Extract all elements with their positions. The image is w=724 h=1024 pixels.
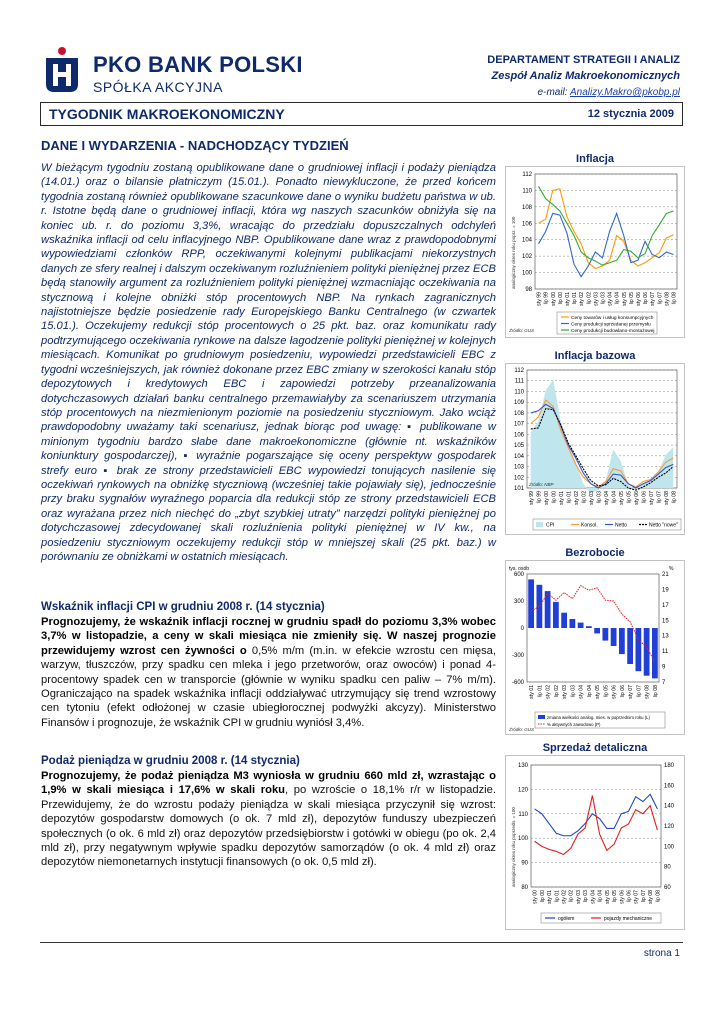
chart-source: Źródło: GUS: [509, 328, 535, 333]
x-tick-label: lip 03: [583, 890, 590, 903]
pko-logo-icon: [40, 46, 84, 96]
x-tick-label: lip 07: [636, 685, 643, 698]
left-tick-label: -300: [511, 653, 524, 659]
page-number: strona 1: [643, 948, 680, 959]
x-tick-label: sty 00: [550, 292, 557, 306]
publication-title: TYGODNIK MAKROEKONOMICZNY: [49, 106, 285, 122]
bar: [578, 623, 584, 628]
x-tick-label: lip 04: [611, 491, 618, 504]
bar: [652, 628, 658, 678]
left-tick-label: -600: [511, 680, 524, 686]
x-tick-label: lip 03: [570, 685, 577, 698]
right-tick-label: 21: [662, 572, 669, 578]
bar: [627, 628, 633, 664]
x-tick-label: lip 08: [652, 685, 659, 698]
right-unit: %: [669, 566, 674, 572]
inflacja-bazowa-chart: [505, 363, 685, 535]
left-tick-label: 110: [514, 389, 524, 396]
x-tick-label: sty 04: [603, 491, 610, 505]
chart-title-sprzedaz: Sprzedaż detaliczna: [542, 742, 648, 754]
x-tick-label: sty 06: [611, 685, 618, 699]
left-tick-label: 109: [513, 400, 524, 407]
x-tick-label: sty 06: [635, 292, 642, 306]
cpi-forecast-rest: 0,5% m/m (m.in. w efekcie wzrostu cen mięsa, warzyw, tłuszczów, przy spadku cen mleka i jego przetworów, oraz owoców) i ponad 4-procentowy spadek cen w transporcie (głównie w wyniku spadku cen paliw – 7% m/m). Ograniczająco na spadek wskaźnika inflacji oddziaływać utrzymujący się trend wzrostowy cen tytoniu (efekt odłożonej w czasie ubiegłorocznej podwyżki akcyzy). Ministerstwo Finansów i prognozuje, że wskaźnik CPI w grudniu wyniósł 3,4%.: [41, 644, 496, 729]
x-tick-label: lip 99: [536, 491, 543, 504]
cpi-heading: Wskaźnik inflacji CPI w grudniu 2008 r. (14 stycznia): [41, 601, 325, 613]
bar: [561, 613, 567, 628]
x-tick-label: lip 04: [614, 292, 621, 305]
bar: [644, 628, 650, 676]
x-tick-label: sty 08: [648, 890, 655, 904]
x-tick-label: sty 07: [628, 685, 635, 699]
email-link[interactable]: Analizy.Makro@pkobp.pl: [569, 87, 680, 98]
x-tick-label: lip 08: [671, 491, 678, 504]
right-tick-label: 100: [664, 844, 675, 851]
cpi-forecast-bold: Prognozujemy, że wskaźnik inflacji rocznej w grudniu spadł do poziomu 3,3% wobec 3,7% w listopadzie, a ceny w skali miesiąca nie zmieniły się. W naszej prognozie przewidujemy wzrost cen żywności o: [41, 616, 496, 657]
x-tick-label: sty 00: [532, 890, 539, 904]
x-tick-label: sty 08: [644, 685, 651, 699]
x-tick-label: sty 03: [562, 685, 569, 699]
footer-divider: [40, 942, 683, 943]
x-tick-label: sty 06: [619, 890, 626, 904]
x-tick-label: lip 02: [581, 491, 588, 504]
left-tick-label: 106: [521, 221, 532, 228]
bar: [594, 628, 600, 633]
right-tick-label: 80: [664, 864, 671, 871]
x-tick-label: lip 99: [543, 292, 550, 305]
left-tick-label: 112: [522, 172, 532, 178]
y-axis-label: analogiczny okres roku poprzedn. = 100: [511, 807, 516, 887]
x-tick-label: lip 01: [572, 292, 579, 305]
right-tick-label: 9: [662, 664, 666, 671]
legend-label: Netto "nowe": [649, 522, 678, 529]
x-tick-label: sty 05: [618, 491, 625, 505]
x-tick-label: sty 01: [558, 491, 565, 505]
x-tick-label: lip 04: [586, 685, 593, 698]
section-title: DANE I WYDARZENIA - NADCHODZĄCY TYDZIEŃ: [41, 138, 349, 153]
legend-label: zmiana wielkości analog. mies. w poprzednim roku (L): [547, 715, 650, 720]
left-tick-label: 108: [513, 410, 524, 417]
chart-title-inflacja: Inflacja: [576, 153, 614, 165]
m3-heading: Podaż pieniądza w grudniu 2008 r. (14 stycznia): [41, 755, 300, 767]
left-tick-label: 110: [522, 188, 532, 195]
legend-label: Konsol.: [581, 522, 598, 529]
legend-swatch: [538, 715, 545, 719]
sprzedaz-chart: [505, 755, 685, 930]
right-tick-label: 13: [662, 633, 669, 640]
legend-label: Ceny produkcji sprzedanej przemysłu: [571, 322, 651, 328]
m3-paragraph: [41, 769, 496, 870]
x-tick-label: sty 00: [543, 491, 550, 505]
left-unit: tys. osób: [509, 566, 530, 572]
x-tick-label: lip 08: [655, 890, 662, 903]
legend-label: Ceny towarów i usług konsumpcyjnych: [571, 316, 654, 321]
intro-paragraph: W bieżącym tygodniu zostaną opublikowane dane o grudniowej inflacji i podaży pieniądza (14.01.) oraz o bilansie płatniczym (15.01.). Ponadto niewykluczone, że przed końcem tygodnia zostaną również opublikowane szacunkowe dane o wyniku budżetu państwa w ub. r. Istotne będą dane o grudniowej inflacji, która wg naszych szacunków obniżyła się na koniec ub. r. do poziomu 3,3%, wracając do przedziału dopuszczalnych odchyleń wskaźnika inflacji od celu inflacyjnego NBP. Opublikowane dane wraz z prawdopodobnymi wypowiedziami członków RPP, oczekiwanymi kolejnymi publikacjami niekorzystnych danych ze sfery realnej i dalszym oczekiwanym rozluźnieniem polityki pieniężnej przez ECB będą stanowiły argument za rozluźnieniem polityki pieniężnej wzmacniając oczekiwania na stycznową i kolejne obniżki stóp procentowych NBP. Na rynkach zagranicznych najistotniejsze będzie posiedzenie rady Europejskiego Banku Centralnego (w czwartek 15.01.). Oczekujemy redukcji stóp procentowych o 25 pkt. baz. oraz komunikatu rady podtrzymującego oczekiwania rynkowe na dalsze łagodzenie polityki pieniężnej w kolejnych miesiącach. Komunikat po grudniowym posiedzeniu, wypowiedzi przedstawicieli EBC z tygodni wcześniejszych, jak również dokonane przez EBC zmiany w szerokości kanału stóp depozytowych i kredytowych EBC i zapowiedzi potrzeby przeanalizowania dotychczasowych działań banku centralnego przemawiałyby za scenariuszem utrzymania stóp procentowych na niezmienionym poziomie na posiedzeniu styczniowym. Jako wciąż prawdopodobny uważamy taki scenariusz, jednak biorąc pod uwagę: ▪ publikowane w minionym tygodniu bardzo słabe dane makroekonomiczne (głównie nt. wskaźników koniunktury gospodarczej), ▪ wyraźnie pogarszające się oceny perspektyw gospodarek strefy euro ▪ brak ze strony przedstawicieli EBC wypowiedzi tonujących nasilenie się oczekiwań rynkowych na obniżkę styczniową (wcześniej takie pojawiały się), jednocześnie przy braku sygnałów wyraźnego poparcia dla redukcji stóp ze strony przedstawicieli ECB oraz wyrażana przez nich niechęć do „zbyt szybkiej utraty” narzędzi polityki pieniężnej po dotychczasowej zdecydowanej skali rozluźnienia polityki pieniężnej w IV kw., na posiedzeniu styczniowym oczekujemy redukcji stóp w mniejszej skali (25 pkt. baz.) w porównaniu ze obniżkami w ostatnich miesiącach.: [41, 162, 496, 563]
x-tick-label: sty 05: [621, 292, 628, 306]
x-tick-label: sty 02: [579, 292, 586, 306]
x-tick-label: sty 05: [604, 890, 611, 904]
right-tick-label: 19: [662, 587, 669, 594]
left-tick-label: 90: [521, 860, 528, 867]
x-tick-label: lip 03: [600, 292, 607, 305]
x-tick-label: sty 04: [607, 292, 614, 306]
legend-label: % aktywnych zawodowo (P): [547, 722, 601, 727]
x-tick-label: lip 06: [643, 292, 650, 305]
left-tick-label: 0: [520, 626, 524, 632]
bar: [586, 626, 592, 628]
bar: [619, 628, 625, 654]
x-tick-label: lip 05: [626, 491, 633, 504]
left-tick-label: 600: [513, 572, 524, 578]
x-tick-label: lip 05: [628, 292, 635, 305]
chart-title-bezrobocie: Bezrobocie: [565, 547, 625, 559]
x-tick-label: lip 08: [671, 292, 678, 305]
x-tick-label: lip 05: [603, 685, 610, 698]
m3-forecast-rest: , po wzroście o 18,1% r/r w listopadzie. Przewidujemy, że do wzrostu podaży pieniądza w skali miesiąca przyczynił się wzrost: depozytów gospodarstw domowych (o ok. 7 mld zł), depozytów funduszy ubezpieczeń społecznych (o ok. 6 mld zł) oraz depozytów przedsiębiorstw i gotówki w obiegu (po ok. 2,4 mld zł), przy negatywnym wpływie spadku depozytów samorządów (o ok. 4 mld zł) oraz depozytów niemonetarnych instytucji finansowych (o ok. 0,5 mld zł).: [41, 784, 496, 869]
bezrobocie-chart: [505, 560, 685, 735]
x-tick-label: lip 03: [596, 491, 603, 504]
right-tick-label: 60: [664, 885, 671, 891]
x-tick-label: lip 01: [537, 685, 544, 698]
x-tick-label: sty 01: [547, 890, 554, 904]
x-tick-label: lip 06: [641, 491, 648, 504]
x-tick-label: lip 07: [657, 292, 664, 305]
legend-label: CPI: [546, 522, 555, 529]
bar: [553, 602, 559, 628]
x-tick-label: sty 07: [633, 890, 640, 904]
x-tick-label: sty 02: [573, 491, 580, 505]
x-tick-label: sty 02: [561, 890, 568, 904]
right-tick-label: 11: [662, 649, 669, 656]
bar: [611, 628, 617, 646]
x-tick-label: sty 08: [664, 292, 671, 306]
chart-title-inflacja-bazowa: Inflacja bazowa: [554, 350, 636, 362]
x-tick-label: sty 99: [528, 491, 535, 505]
left-tick-label: 112: [514, 368, 524, 374]
x-tick-label: lip 01: [566, 491, 573, 504]
x-tick-label: lip 07: [656, 491, 663, 504]
left-tick-label: 102: [521, 254, 532, 261]
right-tick-label: 15: [662, 618, 669, 625]
email-line: [487, 84, 680, 102]
left-tick-label: 111: [514, 378, 524, 385]
right-tick-label: 180: [664, 763, 675, 769]
brand-subtitle: SPÓŁKA AKCYJNA: [93, 79, 223, 95]
left-tick-label: 100: [517, 836, 528, 843]
publication-title-box: [40, 102, 683, 126]
email-label: e-mail:: [537, 87, 568, 98]
x-tick-label: sty 02: [545, 685, 552, 699]
left-tick-label: 110: [518, 811, 528, 818]
inflacja-chart: [505, 166, 685, 338]
x-tick-label: lip 01: [554, 890, 561, 903]
left-tick-label: 106: [513, 432, 524, 439]
left-tick-label: 80: [521, 885, 528, 891]
x-tick-label: sty 04: [590, 890, 597, 904]
bar: [528, 579, 534, 628]
x-tick-label: lip 02: [586, 292, 593, 305]
x-tick-label: sty 07: [648, 491, 655, 505]
right-tick-label: 7: [662, 680, 666, 686]
left-tick-label: 103: [513, 464, 524, 471]
department-name: DEPARTAMENT STRATEGII I ANALIZ: [487, 54, 680, 66]
x-tick-label: lip 02: [553, 685, 560, 698]
right-tick-label: 160: [664, 783, 675, 790]
x-tick-label: sty 99: [536, 292, 543, 306]
publication-date: 12 stycznia 2009: [587, 108, 674, 120]
left-tick-label: 105: [513, 443, 524, 450]
chart-source: Źródło: NBP: [529, 482, 554, 487]
x-tick-label: sty 01: [529, 685, 536, 699]
right-tick-label: 120: [664, 824, 675, 830]
cpi-paragraph: [41, 615, 496, 730]
legend-label: Netto: [615, 522, 627, 529]
left-tick-label: 104: [513, 453, 524, 460]
x-tick-label: lip 00: [539, 890, 546, 903]
department-block: [487, 52, 680, 102]
left-tick-label: 120: [517, 787, 528, 794]
bar: [569, 619, 575, 628]
left-tick-label: 101: [513, 486, 524, 492]
legend-label: ogółem: [558, 916, 575, 922]
x-tick-label: sty 08: [663, 491, 670, 505]
y-axis-label: analogiczny okres roku poprz. = 100: [511, 216, 516, 289]
legend-label: pojazdy mechaniczne: [604, 916, 653, 922]
right-tick-label: 17: [662, 602, 669, 609]
x-tick-label: sty 03: [575, 890, 582, 904]
bar: [635, 628, 641, 671]
x-tick-label: sty 03: [593, 292, 600, 306]
left-tick-label: 104: [521, 237, 532, 244]
left-tick-label: 100: [521, 270, 532, 277]
left-tick-label: 98: [525, 287, 532, 293]
left-tick-label: 300: [513, 599, 524, 605]
right-tick-label: 140: [664, 803, 675, 810]
m3-forecast-bold: Prognozujemy, że podaż pieniądza M3 wyniosła w grudniu 660 mld zł, wzrastając o 1,9% w skali miesiąca i 17,6% w skali roku: [41, 770, 496, 797]
x-tick-label: sty 01: [564, 292, 571, 306]
brand-name: PKO BANK POLSKI: [93, 52, 303, 77]
left-tick-label: 108: [521, 204, 532, 211]
x-tick-label: sty 03: [588, 491, 595, 505]
x-tick-label: lip 05: [612, 890, 619, 903]
left-tick-label: 102: [513, 475, 524, 482]
bar: [536, 585, 542, 628]
x-tick-label: lip 00: [551, 491, 558, 504]
x-tick-label: sty 04: [578, 685, 585, 699]
legend-swatch: [536, 522, 543, 527]
bar: [602, 628, 608, 641]
x-tick-label: lip 07: [640, 890, 647, 903]
x-tick-label: lip 00: [557, 292, 564, 305]
x-tick-label: lip 02: [568, 890, 575, 903]
chart-source: Źródło: GUS: [509, 727, 535, 732]
x-tick-label: sty 06: [633, 491, 640, 505]
plot-area: [535, 174, 677, 289]
x-tick-label: lip 06: [619, 685, 626, 698]
x-tick-label: lip 06: [626, 890, 633, 903]
x-tick-label: sty 05: [595, 685, 602, 699]
left-tick-label: 107: [513, 421, 524, 428]
left-tick-label: 130: [517, 763, 528, 769]
legend-label: Ceny produkcji budowlano-montażowej: [571, 329, 655, 334]
x-tick-label: sty 07: [650, 292, 657, 306]
x-tick-label: lip 04: [597, 890, 604, 903]
team-name: Zespół Analiz Makroekonomicznych: [491, 70, 680, 82]
